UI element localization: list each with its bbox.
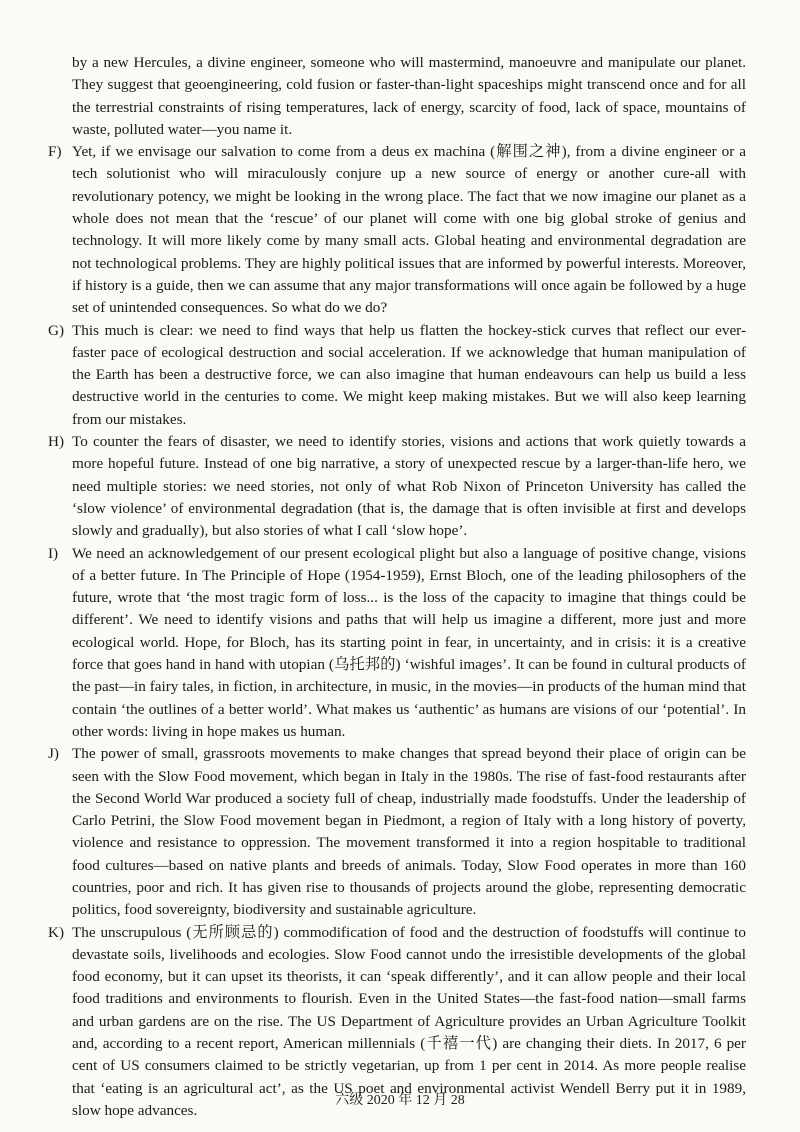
paragraph-text: The power of small, grassroots movements to make changes that spread beyond their place of origin can be seen with the Slow Food movement, which began in Italy in the 1980s. The rise of fast-food restaurants after the Second World War produced a society full of cheap, industrially made foodstuffs. Under the leadership of Carlo Petrini, the Slow Food movement began in Piedmont, a region of Italy with a long history of poverty, violence and resistance to oppression. The movement transformed it into a region hospitable to traditional food cultures—based on native plants and breeds of animals. Today, Slow Food operates in more than 160 countries, poor and rich. It has given rise to thousands of projects around the globe, representing democratic politics, food sovereignty, biodiversity and sustainable agriculture. [72,745,746,919]
paragraph-letter: J) [48,745,59,763]
paragraph-g [48,320,746,431]
paragraph-j [48,743,746,921]
paragraph-letter: H) [48,433,65,451]
paragraph-text: Yet, if we envisage our salvation to come from a deus ex machina (解围之神), from a divine engineer or a tech solutionist who will miraculously conjure up a new source of energy or another cure-all with revolutionary potency, we might be looking in the wrong place. The fact that we now imagine our planet as a whole does not mean that the ‘rescue’ of our planet will come with one big global stroke of genius and technology. It will more likely come by many small acts. Global heating and environmental degradation are not technological problems. They are highly political issues that are informed by powerful interests. Moreover, if history is a guide, then we can assume that any major transformations will once again be followed by a huge set of unintended consequences. So what do we do? [72,143,746,317]
paragraph-text: To counter the fears of disaster, we need to identify stories, visions and actions that work quietly towards a more hopeful future. Instead of one big narrative, a story of unexpected rescue by a larger-than-life hero, we need multiple stories: we need stories, not only of what Rob Nixon of Princeton University has called the ‘slow violence’ of environmental degradation (that is, the damage that is often invisible at first and develops slowly and gradually), but also stories of what I call ‘slow hope’. [72,433,746,540]
paragraph-letter: K) [48,923,65,941]
paragraph-i [48,543,746,744]
paragraph-letter: G) [48,321,65,339]
continuation-paragraph: by a new Hercules, a divine engineer, someone who will mastermind, manoeuvre and manipulate our planet. They suggest that geoengineering, cold fusion or faster-than-light spaceships might transcend once and for all the terrestrial constraints of rising temperatures, lack of energy, scarcity of food, lack of space, mountains of waste, polluted water—you name it. [72,54,746,138]
article-body [48,52,746,1122]
paragraph-f [48,141,746,319]
paragraph-text: We need an acknowledgement of our present ecological plight but also a language of positive change, visions of a better future. In The Principle of Hope (1954-1959), Ernst Bloch, one of the leading philosophers of the future, wrote that ‘the most tragic form of loss... is the loss of the capacity to imagine that things could be different’. We need to identify visions and paths that will help us imagine a different, more just and more ecological world. Hope, for Bloch, has its starting point in fear, in uncertainty, and in crisis: it is a creative force that goes hand in hand with utopian (乌托邦的) ‘wishful images’. It can be found in cultural products of the past—in fairy tales, in fiction, in architecture, in music, in the movies—in products of the human mind that contain ‘the outlines of a better world’. What makes us ‘authentic’ as humans are visions of our ‘potential’. In other words: living in hope makes us human. [72,544,746,740]
paragraph-letter: I) [48,544,59,562]
paragraph-text: The unscrupulous (无所顾忌的) commodification of food and the destruction of foodstuffs will continue to devastate soils, livelihoods and ecologies. Slow Food cannot undo the irresistible developments of the global food economy, but it can upset its theorists, it can ‘speak differently’, and it can allow people and their local food traditions and environments to flourish. Even in the United States—the fast-food nation—small farms and urban gardens are on the rise. The US Department of Agriculture provides an Urban Agriculture Toolkit and, according to a recent report, American millennials (千禧一代) are changing their diets. In 2017, 6 per cent of US consumers claimed to be strictly vegetarian, up from 1 per cent in 2014. As more people realise that ‘eating is an agricultural act’, as the US poet and environmental activist Wendell Berry put it in 1989, slow hope advances. [72,923,746,1119]
page-footer: 六级 2020 年 12 月 28 [335,1093,465,1108]
paragraph-text: This much is clear: we need to find ways that help us flatten the hockey-stick curves that reflect our ever-faster pace of ecological destruction and social acceleration. If we acknowledge that human manipulation of the Earth has been a destructive force, we can also imagine that human endeavours can help us build a less destructive world in the centuries to come. We might keep making mistakes. But we will also keep learning from our mistakes. [72,321,746,428]
paragraph-letter: F) [48,143,62,161]
paragraph-h [48,431,746,542]
